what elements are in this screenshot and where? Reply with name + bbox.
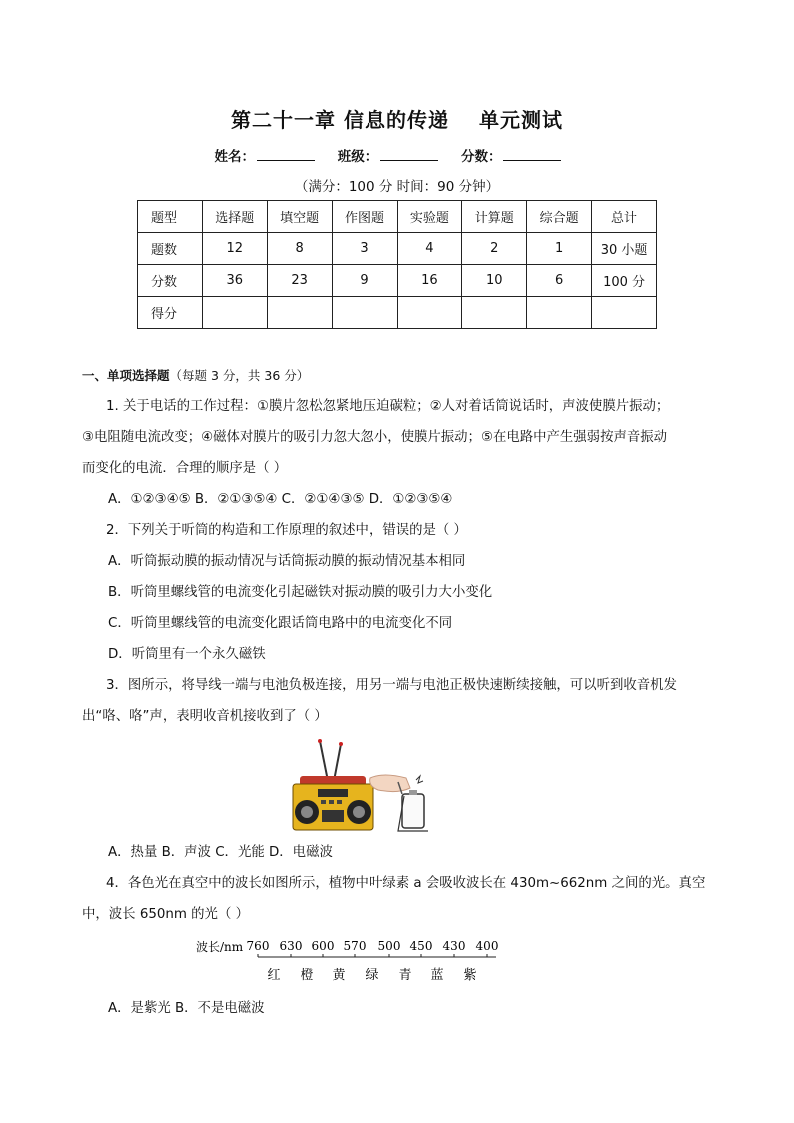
table-cell: 8 bbox=[267, 233, 332, 265]
table-row bbox=[138, 233, 657, 265]
section-note: （每题 3 分，共 36 分） bbox=[169, 368, 310, 383]
score-label: 分数： bbox=[460, 149, 502, 165]
score-input-cell[interactable] bbox=[592, 297, 657, 329]
title-test: 单元测试 bbox=[478, 108, 563, 132]
q3-line2: 出“咯、咯”声，表明收音机接收到了（ ） bbox=[82, 709, 328, 724]
radio-figure bbox=[288, 736, 448, 834]
page-title bbox=[0, 104, 794, 133]
q1-line2: ③电阻随电流改变；④磁体对膜片的吸引力忽大忽小，使膜片振动；⑤在电路中产生强弱按声音振动 bbox=[82, 430, 668, 445]
score-input-cell[interactable] bbox=[202, 297, 267, 329]
table-cell: 填空题 bbox=[267, 201, 332, 233]
q4-options: A．是紫光 B．不是电磁波 bbox=[108, 1001, 265, 1016]
table-cell: 实验题 bbox=[397, 201, 462, 233]
table-cell: 6 bbox=[527, 265, 592, 297]
table-cell: 4 bbox=[397, 233, 462, 265]
table-cell: 作图题 bbox=[332, 201, 397, 233]
table-cell: 23 bbox=[267, 265, 332, 297]
q4-line2: 中，波长 650nm 的光（ ） bbox=[82, 907, 249, 922]
title-chapter: 第二十一章 信息的传递 bbox=[231, 108, 449, 132]
class-field[interactable] bbox=[380, 149, 438, 161]
scale-value: 430 bbox=[442, 939, 466, 953]
scale-value: 400 bbox=[475, 939, 499, 953]
score-input-cell[interactable] bbox=[332, 297, 397, 329]
table-row bbox=[138, 265, 657, 297]
name-field[interactable] bbox=[257, 149, 315, 161]
color-label: 绿 bbox=[365, 968, 379, 983]
scale-value: 760 bbox=[246, 939, 270, 953]
table-row bbox=[138, 297, 657, 329]
wavelength-scale bbox=[196, 936, 516, 986]
color-label: 青 bbox=[398, 968, 412, 983]
table-cell: 16 bbox=[397, 265, 462, 297]
color-label: 橙 bbox=[300, 968, 314, 983]
scale-label: 波长/nm bbox=[196, 940, 244, 954]
scale-value: 450 bbox=[409, 939, 433, 953]
table-cell: 9 bbox=[332, 265, 397, 297]
score-input-cell[interactable] bbox=[527, 297, 592, 329]
table-cell: 选择题 bbox=[202, 201, 267, 233]
table-cell: 题型 bbox=[138, 201, 203, 233]
score-input-cell[interactable] bbox=[397, 297, 462, 329]
scale-value: 500 bbox=[377, 939, 401, 953]
scale-value: 570 bbox=[343, 939, 367, 953]
score-field[interactable] bbox=[503, 149, 561, 161]
q3-line1: 3．图所示，将导线一端与电池负极连接，用另一端与电池正极快速断续接触，可以听到收音机发 bbox=[106, 678, 677, 693]
section-title: 一、单项选择题 bbox=[82, 368, 170, 383]
name-label: 姓名： bbox=[214, 149, 256, 165]
q2-option-c: C．听筒里螺线管的电流变化跟话筒电路中的电流变化不同 bbox=[108, 616, 453, 631]
scale-value: 600 bbox=[311, 939, 335, 953]
score-table bbox=[137, 200, 657, 329]
q2-stem: 2．下列关于听筒的构造和工作原理的叙述中，错误的是（ ） bbox=[106, 523, 467, 538]
q4-line1: 4．各色光在真空中的波长如图所示，植物中叶绿素 a 会吸收波长在 430m~662nm 之间的光。真空 bbox=[106, 876, 706, 891]
color-label: 紫 bbox=[463, 968, 477, 983]
scale-value: 630 bbox=[279, 939, 303, 953]
table-cell: 2 bbox=[462, 233, 527, 265]
table-cell: 题数 bbox=[138, 233, 203, 265]
score-input-cell[interactable] bbox=[267, 297, 332, 329]
q3-options: A．热量 B．声波 C．光能 D．电磁波 bbox=[108, 845, 333, 860]
table-cell: 综合题 bbox=[527, 201, 592, 233]
q1-line1: 1. 关于电话的工作过程：①膜片忽松忽紧地压迫碳粒；②人对着话筒说话时，声波使膜片振动； bbox=[106, 399, 670, 414]
table-cell: 100 分 bbox=[592, 265, 657, 297]
battery-hand-icon bbox=[370, 775, 428, 831]
table-cell: 12 bbox=[202, 233, 267, 265]
exam-info: （满分：100 分 时间：90 分钟） bbox=[294, 179, 500, 195]
radio-icon bbox=[293, 739, 373, 830]
table-cell: 计算题 bbox=[462, 201, 527, 233]
table-cell: 1 bbox=[527, 233, 592, 265]
table-cell: 30 小题 bbox=[592, 233, 657, 265]
table-cell: 得分 bbox=[138, 297, 203, 329]
color-label: 红 bbox=[267, 968, 281, 983]
table-cell: 总计 bbox=[592, 201, 657, 233]
q2-option-d: D．听筒里有一个永久磁铁 bbox=[108, 647, 266, 662]
q1-options: A．①②③④⑤ B．②①③⑤④ C．②①④③⑤ D．①②③⑤④ bbox=[108, 492, 453, 507]
q1-line3: 而变化的电流．合理的顺序是（ ） bbox=[82, 461, 288, 476]
table-cell: 3 bbox=[332, 233, 397, 265]
q2-option-b: B．听筒里螺线管的电流变化引起磁铁对振动膜的吸引力大小变化 bbox=[108, 585, 493, 600]
color-label: 黄 bbox=[332, 968, 346, 983]
student-info-row bbox=[0, 145, 794, 165]
class-label: 班级： bbox=[337, 149, 379, 165]
table-header-row bbox=[138, 201, 657, 233]
table-cell: 36 bbox=[202, 265, 267, 297]
color-label: 蓝 bbox=[430, 968, 444, 983]
score-input-cell[interactable] bbox=[462, 297, 527, 329]
table-cell: 10 bbox=[462, 265, 527, 297]
section-heading bbox=[82, 366, 309, 386]
table-cell: 分数 bbox=[138, 265, 203, 297]
q2-option-a: A．听筒振动膜的振动情况与话筒振动膜的振动情况基本相同 bbox=[108, 554, 466, 569]
